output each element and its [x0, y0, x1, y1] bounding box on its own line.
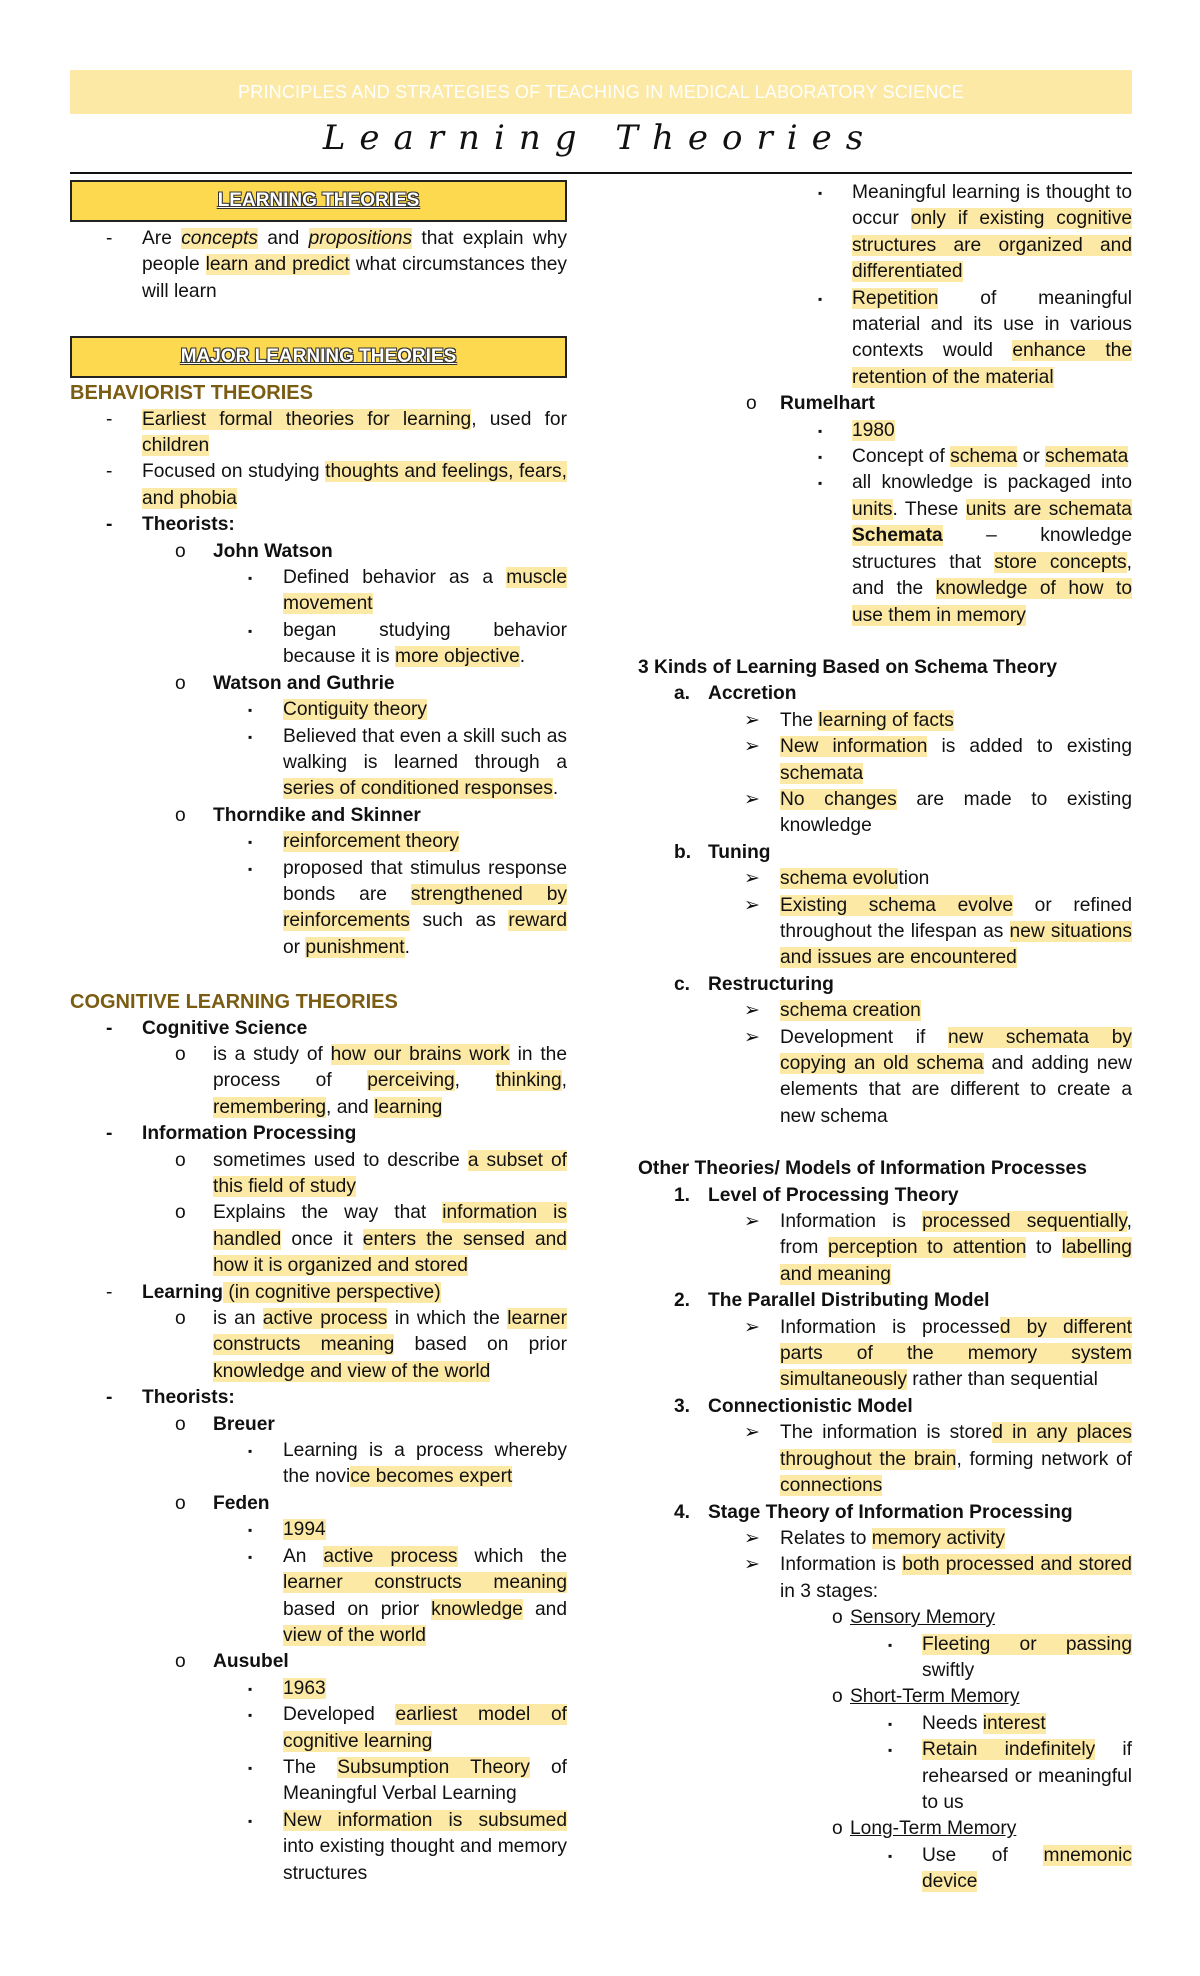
list-item: ▪ 1980	[818, 419, 895, 441]
list-item: o sometimes used to describe a subset of this field of study	[175, 1149, 567, 1197]
list-item: ➢ No changes are made to existing knowledge	[744, 788, 1132, 837]
list-item: ➢ Information is both processed and stored in 3 stages:	[744, 1554, 1132, 1602]
list-item: ➢ The information is stored in any places throughout the brain, forming network of connections	[744, 1422, 1132, 1497]
list-item: o Short-Term Memory	[832, 1686, 1020, 1708]
list-item: ▪ Believed that even a skill such as walking is learned through a series of conditioned responses.	[248, 725, 567, 800]
theorist-name: o Watson and Guthrie	[175, 672, 395, 694]
list-item: ▪ Meaningful learning is thought to occur only if existing cognitive structures are organized and differentiated	[818, 182, 1132, 283]
list-item: o Explains the way that information is handled once it enters the sensed and how it is organized and stored	[175, 1202, 568, 1277]
left-column	[70, 180, 567, 1887]
list-item: ▪ all knowledge is packaged into units. These units are schemata Schemata – knowledge structures that store concepts, and the knowledge of how to use them in memory	[818, 472, 1132, 626]
cognitive-heading: COGNITIVE LEARNING THEORIES	[70, 991, 398, 1014]
list-item: ▪ The Subsumption Theory of Meaningful Verbal Learning	[248, 1756, 567, 1805]
list-item: 4. Stage Theory of Information Processing	[674, 1501, 1073, 1523]
list-item: - Focused on studying thoughts and feelings, fears, and phobia	[106, 461, 567, 509]
list-item: ➢ schema creation	[744, 1000, 921, 1022]
list-item: ➢ Relates to memory activity	[744, 1527, 1005, 1549]
theorist-name: o Thorndike and Skinner	[175, 804, 421, 826]
list-item: ▪ Retain indefinitely if rehearsed or meaningful to us	[888, 1739, 1132, 1813]
list-item: 2. The Parallel Distributing Model	[674, 1290, 990, 1312]
page-title: Learning Theories	[322, 118, 878, 158]
behaviorist-heading: BEHAVIORIST THEORIES	[70, 382, 313, 405]
list-item: ▪ Repetition of meaningful material and its use in various contexts would enhance the retention of the material	[818, 287, 1132, 388]
list-item: ▪ Fleeting or passing swiftly	[888, 1633, 1132, 1681]
list-item: ➢ Information is processed by different parts of the memory system simultaneously rather than sequential	[744, 1316, 1132, 1391]
list-item: ▪ 1994	[248, 1519, 326, 1541]
theorist-name: o Breuer	[175, 1413, 275, 1435]
list-item: ➢ New information is added to existing schemata	[744, 736, 1132, 784]
list-item: ▪ proposed that stimulus response bonds are strengthened by reinforcements such as reward or punishment.	[248, 857, 567, 958]
list-item: ▪ An active process which the learner constructs meaning based on prior knowledge and view of the world	[248, 1545, 567, 1646]
list-item: - Earliest formal theories for learning, used for children	[106, 408, 567, 457]
list-item: - Theorists:	[106, 1387, 235, 1409]
list-item: ▪ reinforcement theory	[248, 831, 459, 853]
list-item: - Are concepts and propositions that explain why people learn and predict what circumstances they will learn	[106, 228, 568, 302]
theorist-name: o Feden	[175, 1492, 270, 1514]
banner-text: PRINCIPLES AND STRATEGIES OF TEACHING IN MEDICAL LABORATORY SCIENCE	[238, 81, 964, 102]
list-item: ▪ began studying behavior because it is more objective.	[248, 619, 567, 668]
course-banner	[70, 70, 1132, 114]
major-learning-theories-heading: MAJOR LEARNING THEORIES	[70, 336, 567, 378]
list-item: - Learning (in cognitive perspective)	[106, 1281, 441, 1303]
theorist-name: o John Watson	[175, 540, 333, 562]
list-item: ▪ Learning is a process whereby the novice becomes expert	[248, 1440, 567, 1488]
list-item: ▪ Contiguity theory	[248, 699, 427, 721]
other-theories-heading: Other Theories/ Models of Information Processes	[638, 1158, 1087, 1180]
list-item: ▪ New information is subsumed into existing thought and memory structures	[248, 1809, 567, 1884]
list-item: ➢ The learning of facts	[744, 709, 954, 731]
list-item: ▪ Defined behavior as a muscle movement	[248, 567, 567, 615]
learning-theories-heading: LEARNING THEORIES	[70, 180, 567, 222]
list-item: ▪ Needs interest	[888, 1712, 1046, 1734]
list-item: c. Restructuring	[674, 973, 834, 995]
list-item: ▪ 1963	[248, 1677, 326, 1699]
title-rule	[70, 172, 1132, 174]
list-item: 1. Level of Processing Theory	[674, 1184, 959, 1206]
list-item: o is an active process in which the learner constructs meaning based on prior knowledge and view of the world	[175, 1308, 567, 1382]
list-item: ▪ Developed earliest model of cognitive learning	[248, 1704, 567, 1752]
list-item: - Cognitive Science	[106, 1017, 308, 1039]
list-item: - Information Processing	[106, 1123, 357, 1145]
list-item: o Long-Term Memory	[832, 1818, 1017, 1840]
list-item: - Theorists:	[106, 514, 235, 536]
theorist-name: o Rumelhart	[746, 393, 875, 415]
list-item: ▪ Use of mnemonic device	[888, 1844, 1132, 1893]
list-item: ➢ Development if new schemata by copying an old schema and adding new elements that are different to create a new schema	[744, 1026, 1132, 1127]
list-item: a. Accretion	[674, 683, 797, 705]
list-item: ➢ schema evolution	[744, 868, 930, 890]
list-item: o is a study of how our brains work in the process of perceiving, thinking, remembering, and learning	[175, 1043, 567, 1118]
schema-kinds-heading: 3 Kinds of Learning Based on Schema Theory	[638, 656, 1058, 678]
theorist-name: o Ausubel	[175, 1651, 289, 1673]
list-item: o Sensory Memory	[832, 1607, 996, 1629]
right-column	[638, 180, 1132, 1896]
list-item: ➢ Existing schema evolve or refined throughout the lifespan as new situations and issues are encountered	[744, 894, 1133, 969]
list-item: ▪ Concept of schema or schemata	[818, 446, 1129, 468]
list-item: ➢ Information is processed sequentially, from perception to attention to labelling and meaning	[744, 1211, 1132, 1285]
list-item: b. Tuning	[674, 841, 771, 863]
list-item: 3. Connectionistic Model	[674, 1395, 913, 1417]
